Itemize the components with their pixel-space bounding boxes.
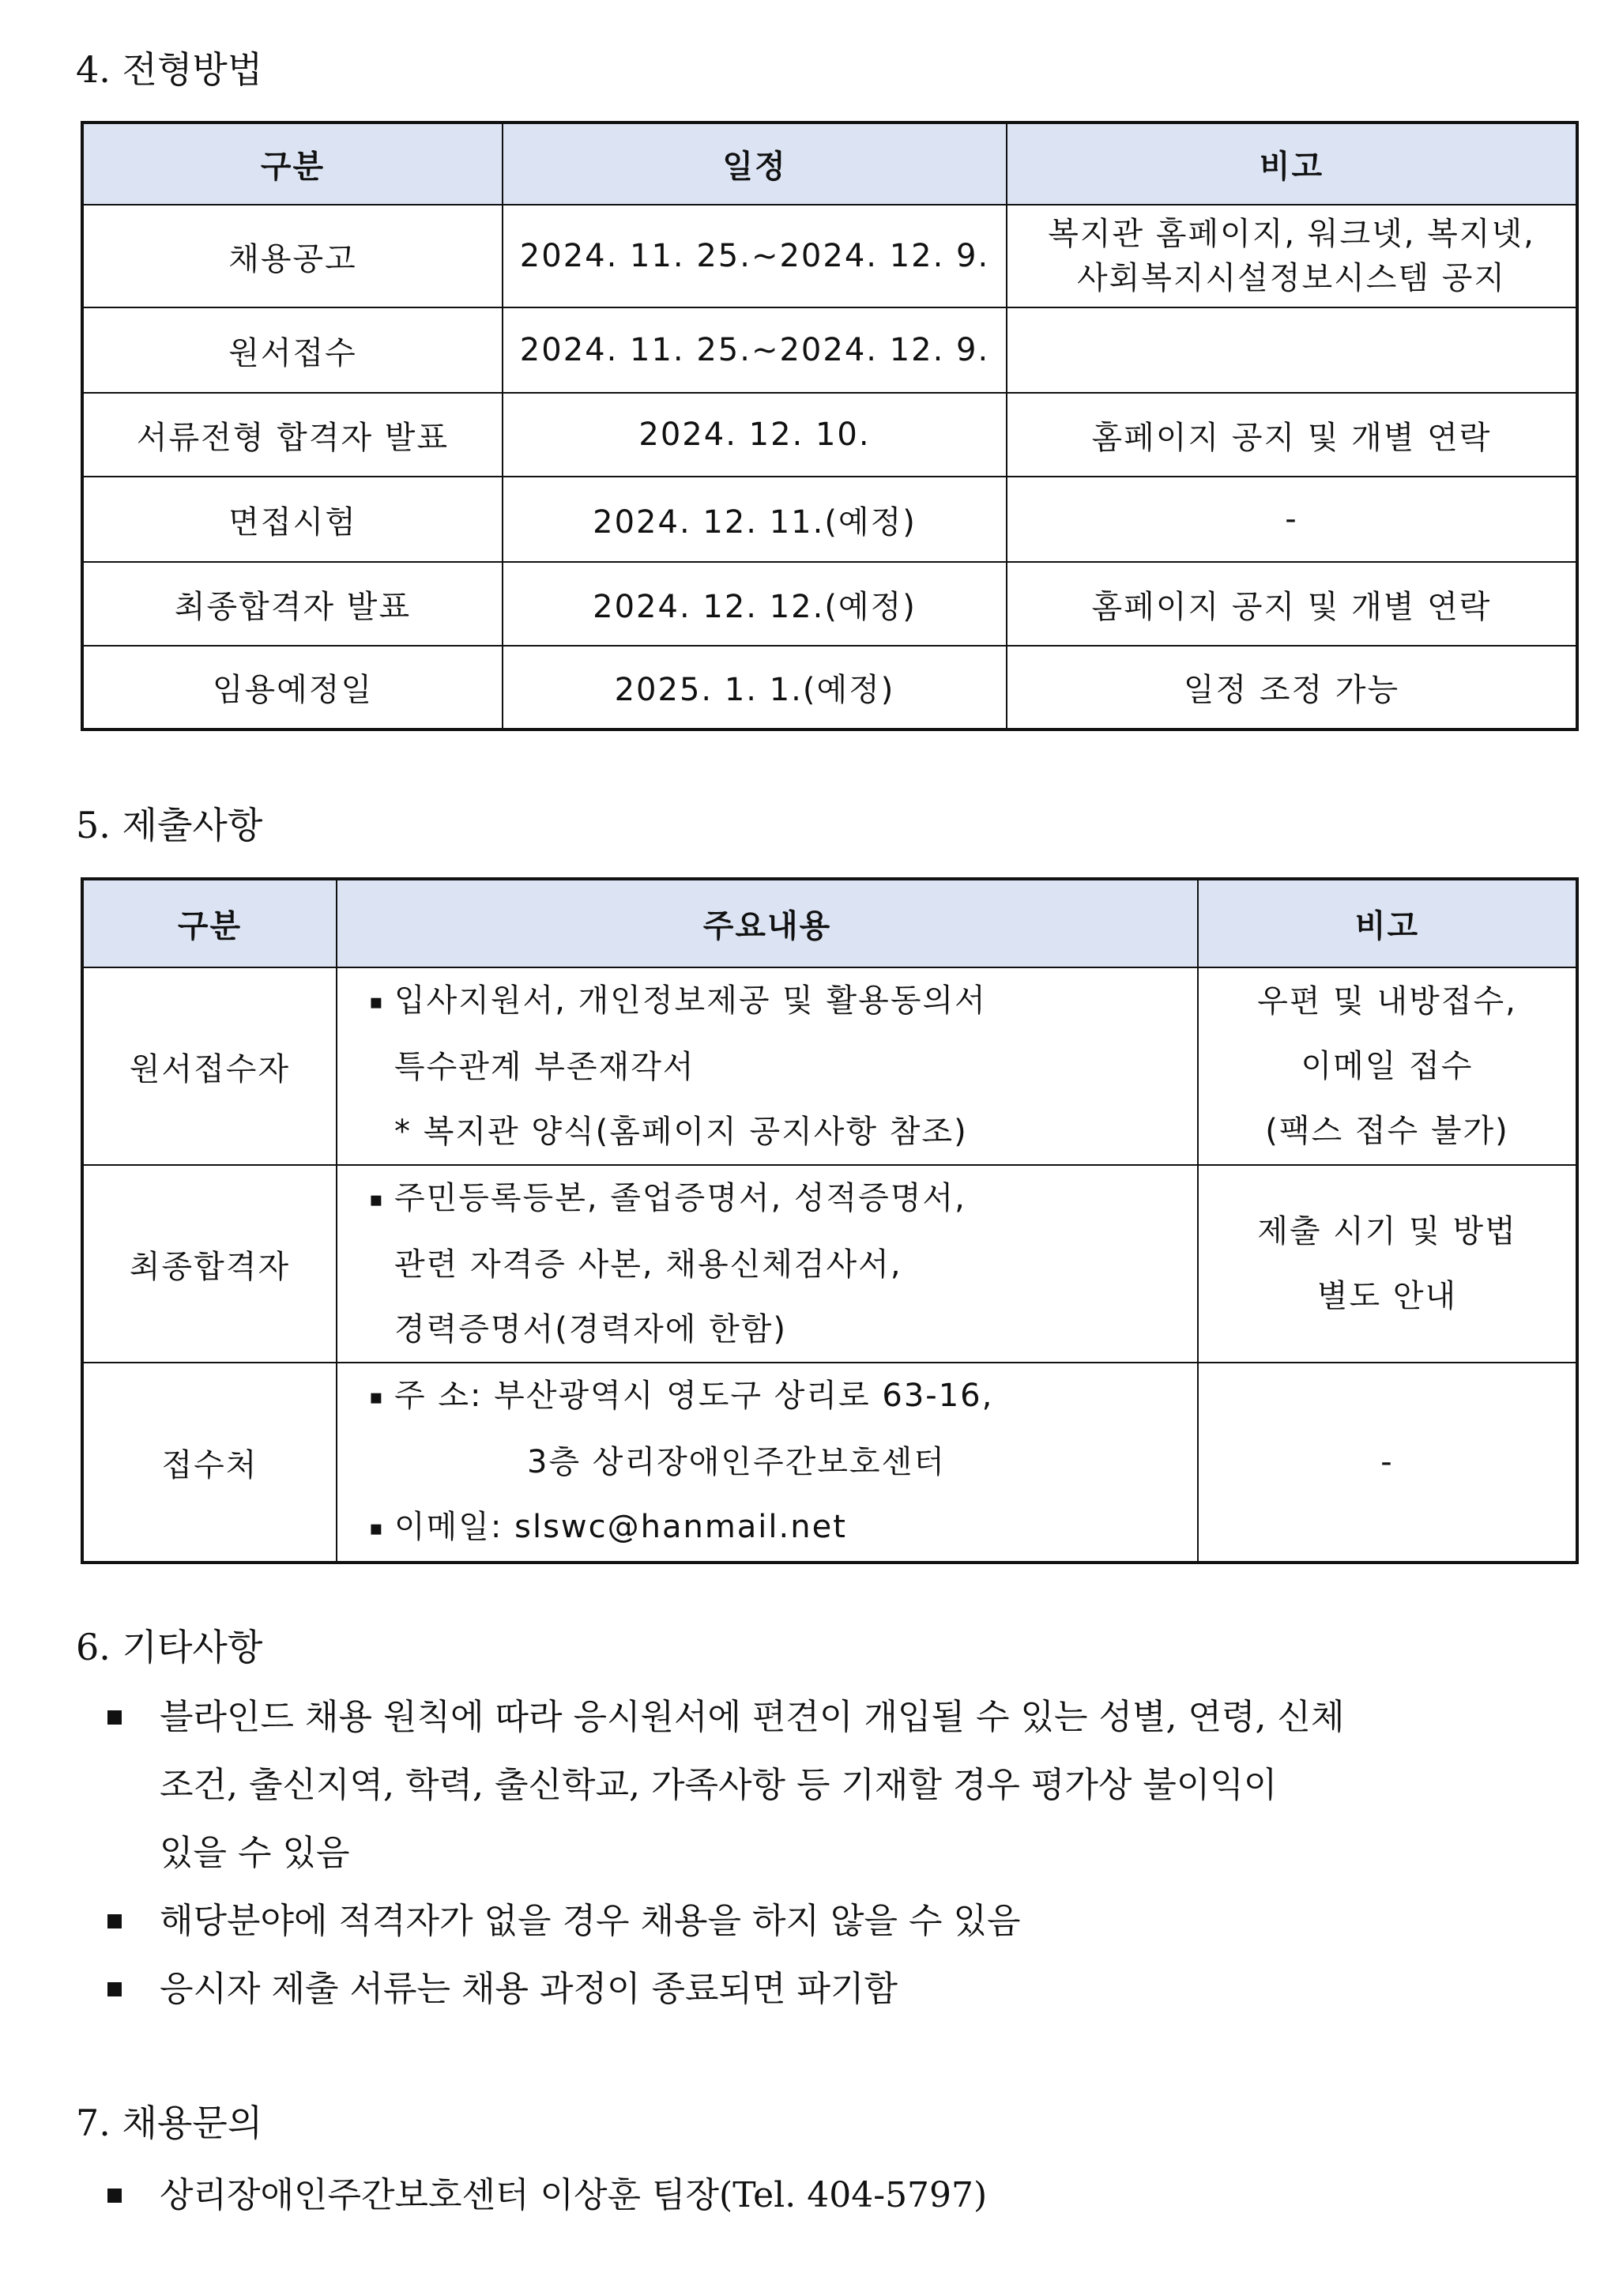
bullet-icon: ▪ — [369, 990, 385, 1014]
row-note — [1007, 205, 1577, 307]
row-category: 면접시험 — [82, 477, 503, 562]
submission-table — [81, 877, 1579, 1564]
section-4-title: 4. 전형방법 — [76, 48, 263, 91]
section-5-title: 5. 제출사항 — [76, 804, 263, 846]
row-date: 2024. 11. 25.~2024. 12. 9. — [503, 205, 1007, 307]
table-row — [82, 646, 1577, 730]
row-category: 채용공고 — [82, 205, 503, 307]
row-date: 2024. 11. 25.~2024. 12. 9. — [503, 307, 1007, 393]
table-row — [82, 1165, 1577, 1363]
content-line: ▪ 입사지원서, 개인정보제공 및 활용동의서 — [369, 968, 1197, 1035]
square-bullet-icon — [107, 1914, 122, 1928]
table-row — [82, 205, 1577, 307]
row-content — [337, 967, 1198, 1165]
header-note: 비고 — [1007, 123, 1577, 205]
content-line: * 복지관 양식(홈페이지 공지사항 참조) — [394, 1114, 968, 1150]
list-item: 해당분야에 적격자가 없을 경우 채용을 하지 않을 수 있음 — [107, 1887, 1344, 1955]
table-header-row — [82, 123, 1577, 205]
row-category: 임용예정일 — [82, 646, 503, 730]
content-line: ▪ 이메일: slswc@hanmail.net — [369, 1495, 1197, 1561]
other-notes-list — [107, 1683, 1344, 2023]
header-note: 비고 — [1198, 879, 1577, 967]
inquiry-list — [107, 2162, 987, 2230]
section-7-title: 7. 채용문의 — [76, 2102, 263, 2144]
row-note: - — [1198, 1363, 1577, 1563]
table-row — [82, 562, 1577, 646]
row-note — [1198, 967, 1577, 1165]
header-content: 주요내용 — [337, 879, 1198, 967]
bullet-icon: ▪ — [369, 1386, 385, 1409]
row-note — [1007, 307, 1577, 393]
list-item: 블라인드 채용 원칙에 따라 응시원서에 편견이 개입될 수 있는 성별, 연령, 신체 조건, 출신지역, 학력, 출신학교, 가족사항 등 기재할 경우 평가상 불이익이 있을 수 있음 — [107, 1683, 1344, 1887]
note-line: 이메일 접수 — [1301, 1048, 1474, 1084]
note-line: 제출 시기 및 방법 — [1257, 1213, 1517, 1250]
square-bullet-icon — [107, 1982, 122, 1996]
table-row — [82, 307, 1577, 393]
row-date: 2024. 12. 11.(예정) — [503, 477, 1007, 562]
list-item: 응시자 제출 서류는 채용 과정이 종료되면 파기함 — [107, 1955, 1344, 2023]
table-row — [82, 967, 1577, 1165]
row-date: 2024. 12. 10. — [503, 393, 1007, 477]
table-row — [82, 1363, 1577, 1563]
bullet-icon: ▪ — [369, 1188, 385, 1212]
table-row — [82, 477, 1577, 562]
row-content — [337, 1363, 1198, 1563]
row-date: 2024. 12. 12.(예정) — [503, 562, 1007, 646]
row-content — [337, 1165, 1198, 1363]
row-note: 홈페이지 공지 및 개별 연락 — [1007, 393, 1577, 477]
note-line: 사회복지시설정보시스템 공지 — [1076, 260, 1507, 296]
row-category: 접수처 — [82, 1363, 337, 1563]
note-line: (팩스 접수 불가) — [1265, 1113, 1509, 1149]
row-date: 2025. 1. 1.(예정) — [503, 646, 1007, 730]
note-line: 별도 안내 — [1316, 1278, 1458, 1314]
header-category: 구분 — [82, 879, 337, 967]
content-line: ▪ 주민등록등본, 졸업증명서, 성적증명서, — [369, 1166, 1197, 1232]
square-bullet-icon — [107, 1710, 122, 1725]
table-header-row — [82, 879, 1577, 967]
row-category: 원서접수 — [82, 307, 503, 393]
row-category: 원서접수자 — [82, 967, 337, 1165]
content-line: 경력증명서(경력자에 한함) — [394, 1311, 787, 1348]
header-category: 구분 — [82, 123, 503, 205]
section-6-title: 6. 기타사항 — [76, 1626, 263, 1668]
header-schedule: 일정 — [503, 123, 1007, 205]
note-line: 복지관 홈페이지, 워크넷, 복지넷, — [1048, 216, 1535, 252]
row-category: 서류전형 합격자 발표 — [82, 393, 503, 477]
content-line: ▪ 주 소: 부산광역시 영도구 상리로 63-16, — [369, 1363, 1197, 1430]
row-note: 일정 조정 가능 — [1007, 646, 1577, 730]
bullet-icon: ▪ — [369, 1517, 385, 1540]
selection-schedule-table — [81, 121, 1579, 731]
table-row — [82, 393, 1577, 477]
row-note — [1198, 1165, 1577, 1363]
content-line: 특수관계 부존재각서 — [394, 1049, 695, 1085]
row-category: 최종합격자 발표 — [82, 562, 503, 646]
row-note: - — [1007, 477, 1577, 562]
content-line: 3층 상리장애인주간보호센터 — [527, 1444, 946, 1480]
content-line: 관련 자격증 사본, 채용신체검사서, — [394, 1246, 902, 1283]
list-item: 상리장애인주간보호센터 이상훈 팀장(Tel. 404-5797) — [107, 2162, 987, 2230]
row-category: 최종합격자 — [82, 1165, 337, 1363]
square-bullet-icon — [107, 2189, 122, 2203]
note-line: 우편 및 내방접수, — [1257, 983, 1517, 1020]
row-note: 홈페이지 공지 및 개별 연락 — [1007, 562, 1577, 646]
